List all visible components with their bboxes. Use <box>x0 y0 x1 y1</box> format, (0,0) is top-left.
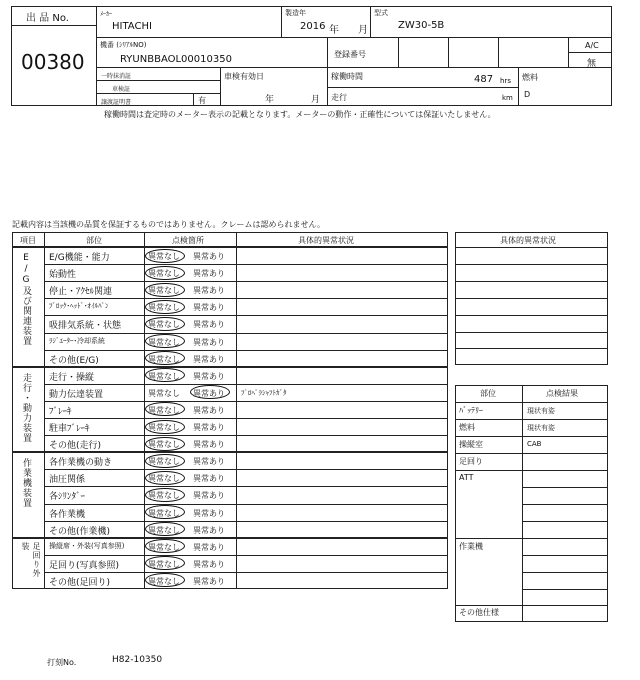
ok-option[interactable]: 異常なし <box>148 269 180 279</box>
right-detail-row <box>455 264 608 265</box>
ok-selection-circle <box>145 454 185 468</box>
ng-option[interactable]: 異常あり <box>193 405 225 415</box>
ok-selection-circle <box>145 283 185 297</box>
ng-option[interactable]: 異常あり <box>193 388 225 398</box>
ng-option[interactable]: 異常あり <box>193 286 225 296</box>
row-divider <box>44 418 448 419</box>
ok-selection-circle <box>145 317 185 331</box>
ng-option[interactable]: 異常あり <box>193 303 225 313</box>
row-divider <box>44 401 448 402</box>
part-label: 各ｼﾘﾝﾀﾞｰ <box>49 492 86 503</box>
divider <box>327 38 328 68</box>
divider <box>448 38 449 68</box>
header-detail: 具体的異常状況 <box>298 236 354 245</box>
row-divider <box>44 504 448 505</box>
inspection-part: 燃料 <box>459 423 475 432</box>
ok-option[interactable]: 異常なし <box>148 371 180 381</box>
header-check: 点検箇所 <box>172 236 204 245</box>
ok-selection-circle <box>145 300 185 314</box>
maker-label: ﾒｰｶｰ <box>100 11 113 18</box>
inspection-row-line <box>455 605 608 606</box>
part-label: 吸排気系統・状態 <box>49 321 122 332</box>
year-unit: 年 <box>329 25 339 36</box>
detail-text: ﾌﾟﾛﾍﾟﾗｼｬﾌﾄｶﾞﾀ <box>241 388 287 397</box>
inspection-row-line <box>455 538 608 539</box>
part-label: その他(E/G) <box>49 355 99 366</box>
right-detail-row <box>455 298 608 299</box>
inspection-row-line <box>455 470 608 471</box>
inspection-row-line <box>455 436 608 437</box>
row-divider <box>44 486 448 487</box>
ng-option[interactable]: 異常あり <box>193 559 225 569</box>
ok-selection-circle <box>145 505 185 519</box>
ok-selection-circle <box>145 420 185 434</box>
disclaimer: 記載内容は当該機の品質を保証するものではありません。クレームは認められません。 <box>12 220 325 229</box>
part-label: 走行・操縦 <box>49 372 95 383</box>
ng-option[interactable]: 異常あり <box>193 371 225 381</box>
inspection-row-line <box>455 419 608 420</box>
ng-option[interactable]: 異常あり <box>193 576 225 586</box>
ok-selection-circle <box>145 471 185 485</box>
divider <box>97 80 220 81</box>
table-header-row <box>12 232 448 247</box>
ng-option[interactable]: 異常あり <box>193 542 225 552</box>
ok-option[interactable]: 異常なし <box>148 354 180 364</box>
inspection-row-line <box>522 521 608 522</box>
row-divider <box>44 521 448 522</box>
inspection-part: 足回り <box>459 457 483 466</box>
ok-option[interactable]: 異常なし <box>148 303 180 313</box>
part-label: 足回り(写真参照) <box>49 560 120 571</box>
part-label: 油圧関係 <box>49 475 86 486</box>
header-part: 部位 <box>86 236 102 245</box>
distance-label: 走行 <box>331 93 347 102</box>
maker-value: HITACHI <box>112 21 152 32</box>
row-divider <box>44 281 448 282</box>
temp-plate-label: 一時抹消証 <box>101 73 132 80</box>
transfer-cert-value: 有 <box>198 96 206 105</box>
divider <box>220 68 221 106</box>
part-label: その他(走行) <box>49 441 102 452</box>
stamp-value: H82-10350 <box>112 655 163 665</box>
inspection-part: ﾊﾞｯﾃﾘｰ <box>459 406 483 415</box>
ng-option[interactable]: 異常あり <box>193 474 225 484</box>
divider <box>281 6 282 38</box>
ng-option[interactable]: 異常あり <box>193 269 225 279</box>
ng-option[interactable]: 異常あり <box>193 491 225 501</box>
divider <box>97 93 220 94</box>
part-label: 各作業機 <box>49 509 86 520</box>
part-label: 各作業機の動き <box>49 458 113 469</box>
ng-option[interactable]: 異常あり <box>193 508 225 518</box>
group-label: 走行・動力装置 <box>21 372 31 443</box>
row-divider <box>44 333 448 334</box>
inspection-cert-label: 車検証 <box>112 86 131 93</box>
stamp-label: 打刻No. <box>47 658 77 667</box>
ok-option[interactable]: 異常なし <box>148 440 180 450</box>
ok-selection-circle <box>145 437 185 451</box>
part-label: E/G機能・能力 <box>49 253 110 263</box>
row-divider <box>44 264 448 265</box>
inspection-row-line <box>522 555 608 556</box>
ok-option[interactable]: 異常なし <box>148 405 180 415</box>
hours-unit: hrs <box>500 77 511 85</box>
inspection-row-line <box>522 572 608 573</box>
divider <box>193 93 194 106</box>
row-divider <box>44 315 448 316</box>
ac-label: A/C <box>585 41 599 50</box>
right-detail-header: 具体的異常状況 <box>500 236 556 245</box>
ok-option[interactable]: 異常なし <box>148 491 180 501</box>
ok-selection-circle <box>145 488 185 502</box>
divider <box>44 367 45 453</box>
ok-option[interactable]: 異常なし <box>148 457 180 467</box>
distance-unit: km <box>502 94 513 102</box>
ok-selection-circle <box>145 334 185 348</box>
divider <box>518 68 519 106</box>
right-detail-row <box>455 332 608 333</box>
divider <box>498 38 499 68</box>
part-label: 操縦席・外装(写真参照) <box>49 541 125 550</box>
divider <box>236 232 237 247</box>
inspection-result: CAB <box>527 440 542 448</box>
inspection-header-part: 部位 <box>480 389 496 398</box>
inspection-row-line <box>522 504 608 505</box>
inspection-result: 現状有姿 <box>527 407 555 415</box>
exp-month-unit: 月 <box>311 95 321 105</box>
exp-year-unit: 年 <box>265 95 275 105</box>
model-value: ZW30-5B <box>398 20 445 31</box>
part-label: その他(作業機) <box>49 526 111 537</box>
ok-option[interactable]: 異常なし <box>148 508 180 518</box>
ok-option[interactable]: 異常なし <box>148 474 180 484</box>
fuel-value: D <box>524 90 531 99</box>
ok-selection-circle <box>145 522 185 536</box>
part-label: 駐車ﾌﾞﾚｰｷ <box>49 424 90 434</box>
part-label: 動力伝達装置 <box>49 389 104 400</box>
group-label: 作業機装置 <box>21 458 31 509</box>
ok-option[interactable]: 異常なし <box>148 559 180 569</box>
ng-option[interactable]: 異常あり <box>193 252 225 261</box>
serial-value: RYUNBBAOL00010350 <box>120 54 232 65</box>
divider <box>236 367 237 453</box>
lot-number: 00380 <box>21 50 85 74</box>
row-divider <box>44 469 448 470</box>
part-label: 停止・ｱｸｾﾙ関連 <box>49 287 113 298</box>
ok-option[interactable]: 異常なし <box>148 525 180 535</box>
model-label: 型式 <box>374 9 388 17</box>
right-detail-row <box>455 348 608 349</box>
divider <box>370 6 371 38</box>
inspection-result: 現状有姿 <box>527 424 555 432</box>
row-divider <box>44 572 448 573</box>
inspection-header-result: 点検結果 <box>546 389 578 398</box>
inspection-row-line <box>522 487 608 488</box>
ng-option[interactable]: 異常あり <box>193 440 225 450</box>
ok-option[interactable]: 異常なし <box>148 388 180 398</box>
ac-value: 無 <box>587 59 597 69</box>
inspection-part: その他仕様 <box>459 608 499 617</box>
ok-selection-circle <box>145 351 185 365</box>
hours-note: 稼働時間は査定時のメーター表示の記載となります。メーターの動作・正確性については保証いたしません。 <box>104 110 496 119</box>
divider <box>44 452 45 538</box>
inspection-row-line <box>455 453 608 454</box>
reg-label: 登録番号 <box>334 50 366 59</box>
month-unit: 月 <box>358 25 368 36</box>
right-detail-row <box>455 247 608 248</box>
ng-option[interactable]: 異常あり <box>193 337 225 347</box>
row1 <box>97 6 612 38</box>
hours-value: 487 <box>474 74 494 85</box>
part-label: その他(足回り) <box>49 577 111 588</box>
group-label: E/G及び関連装置 <box>21 253 31 346</box>
ng-option[interactable]: 異常あり <box>193 423 225 432</box>
row-divider <box>44 298 448 299</box>
group-label: 足回り外装 <box>21 541 41 578</box>
serial-label: 機番 (ｼﾘｱﾙNO) <box>100 41 147 49</box>
divider <box>236 538 237 589</box>
inspection-row-line <box>455 402 608 403</box>
inspection-part: ATT <box>459 473 474 482</box>
ng-option[interactable]: 異常あり <box>193 320 225 330</box>
divider <box>44 538 45 589</box>
inspection-part: 作業機 <box>459 542 483 551</box>
divider <box>327 87 518 88</box>
ok-option[interactable]: 異常なし <box>148 576 180 586</box>
divider <box>44 232 45 247</box>
row-divider <box>44 555 448 556</box>
transfer-cert-label: 譲渡証明書 <box>101 99 132 106</box>
ok-selection-circle <box>145 249 185 263</box>
part-label: ﾌﾞﾚｰｷ <box>49 406 72 417</box>
row-divider <box>44 350 448 351</box>
fuel-label: 燃料 <box>522 73 538 82</box>
part-label: ﾗｼﾞｴｰﾀｰ･冷却系統 <box>49 336 105 345</box>
ng-option[interactable]: 異常あり <box>193 525 225 535</box>
lot-label: 出 品 No. <box>26 13 69 24</box>
year-value: 2016 <box>300 21 326 32</box>
divider <box>398 38 399 68</box>
right-detail-row <box>455 281 608 282</box>
ok-selection-circle <box>145 266 185 280</box>
year-label: 製造年 <box>285 9 306 17</box>
header-item: 項目 <box>20 236 36 245</box>
ok-option[interactable]: 異常なし <box>148 423 180 432</box>
hours-label: 稼働時間 <box>331 72 363 81</box>
ok-option[interactable]: 異常なし <box>148 337 180 347</box>
inspection-part: 操縦室 <box>459 440 483 449</box>
inspection-row-line <box>522 589 608 590</box>
ng-option[interactable]: 異常あり <box>193 354 225 364</box>
row-divider <box>44 384 448 385</box>
divider <box>236 452 237 538</box>
ok-option[interactable]: 異常なし <box>148 320 180 330</box>
ng-option[interactable]: 異常あり <box>193 457 225 467</box>
right-detail-row <box>455 315 608 316</box>
part-label: 始動性 <box>49 270 77 281</box>
row-divider <box>44 435 448 436</box>
ok-option[interactable]: 異常なし <box>148 542 180 552</box>
ok-option[interactable]: 異常なし <box>148 252 180 261</box>
inspection-expiry-label: 車検有効日 <box>224 72 264 81</box>
ok-option[interactable]: 異常なし <box>148 286 180 296</box>
part-label: ﾌﾞﾛｯｸ･ﾍｯﾄﾞ･ｵｲﾙﾊﾟﾝ <box>49 302 109 311</box>
divider <box>144 232 145 247</box>
